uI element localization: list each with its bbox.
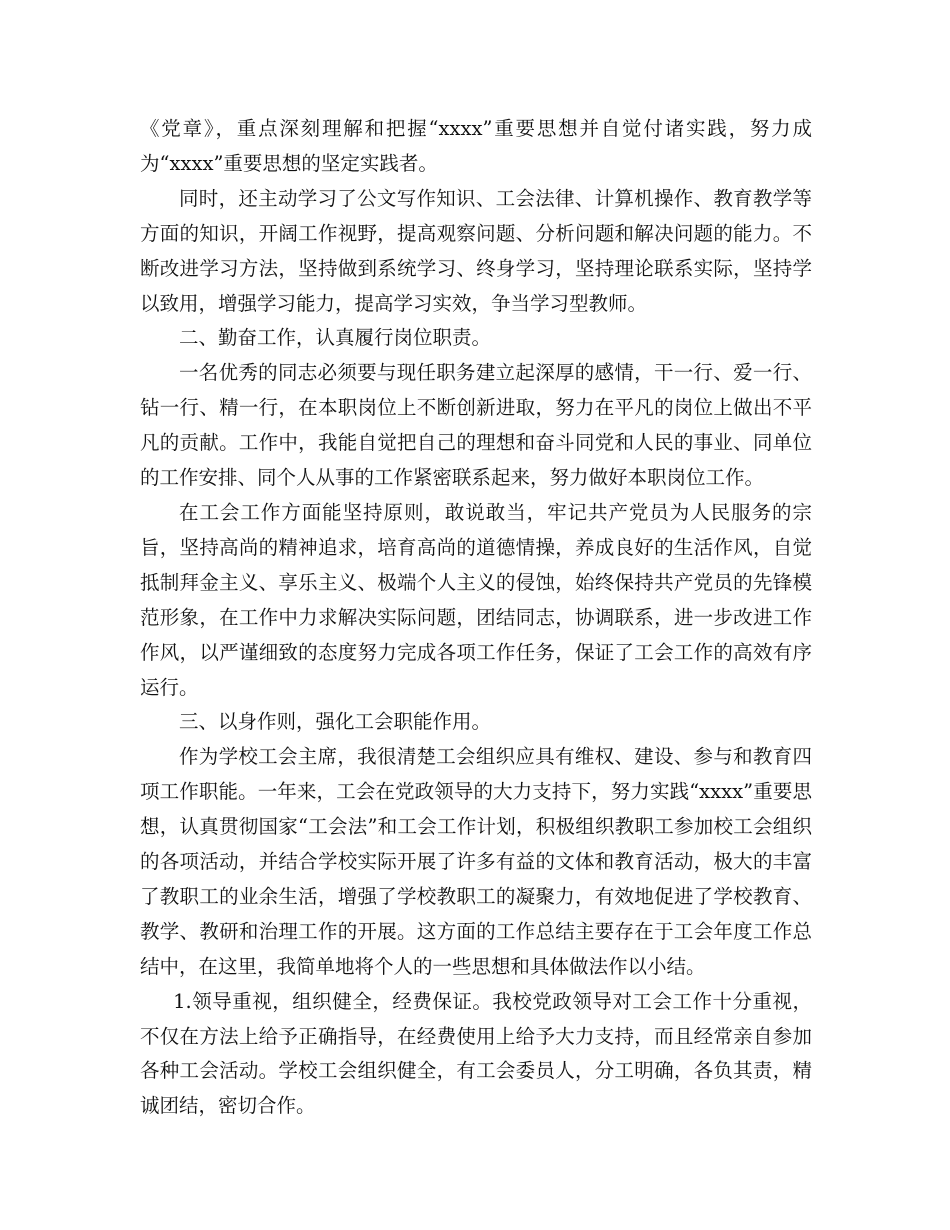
paragraph-union-work: 在工会工作方面能坚持原则，敢说敢当，牢记共产党员为人民服务的宗旨，坚持高尚的精神追求，培育高尚的道德情操，养成良好的生活作风，自觉抵制拜金主义、享乐主义、极端个人主义的侵蚀，始终保持共产党员的先锋模范形象，在工作中力求解决实际问题，团结同志，协调联系，进一步改进工作作风，以严谨细致的态度努力完成各项工作任务，保证了工会工作的高效有序运行。 [140,500,812,699]
paragraph-item-1: 1.领导重视，组织健全，经费保证。我校党政领导对工会工作十分重视，不仅在方法上给予正确指导，在经费使用上给予大力支持，而且经常亲自参加各种工会活动。学校工会组织健全，有工会委员人，分工明确，各负其责，精诚团结，密切合作。 [140,989,812,1118]
section-heading-3: 三、以身作则，强化工会职能作用。 [179,710,492,734]
document-body [140,112,812,1124]
paragraph-union-chair: 作为学校工会主席，我很清楚工会组织应具有维权、建设、参与和教育四项工作职能。一年来，工会在党政领导的大力支持下，努力实践“xxxx”重要思想，认真贯彻国家“工会法”和工会工作计划，积极组织教职工参加校工会组织的各项活动，并结合学校实际开展了许多有益的文体和教育活动，极大的丰富了教职工的业余生活，增强了学校教职工的凝聚力，有效地促进了学校教育、教学、教研和治理工作的开展。这方面的工作总结主要存在于工会年度工作总结中，在这里，我简单地将个人的一些思想和具体做法作以小结。 [140,745,812,978]
section-heading-2: 二、勤奋工作，认真履行岗位职责。 [179,326,492,350]
paragraph-duty: 一名优秀的同志必须要与现任职务建立起深厚的感情，干一行、爱一行、钻一行、精一行，在本职岗位上不断创新进取，努力在平凡的岗位上做出不平凡的贡献。工作中，我能自觉把自己的理想和奋斗同党和人民的事业、同单位的工作安排、同个人从事的工作紧密联系起来，努力做好本职岗位工作。 [140,361,812,490]
paragraph-continuation: 《党章》，重点深刻理解和把握“xxxx”重要思想并自觉付诸实践，努力成为“xxxx”重要思想的坚定实践者。 [140,117,812,175]
paragraph-study: 同时，还主动学习了公文写作知识、工会法律、计算机操作、教育教学等方面的知识，开阔工作视野，提高观察问题、分析问题和解决问题的能力。不断改进学习方法，坚持做到系统学习、终身学习，坚持理论联系实际，坚持学以致用，增强学习能力，提高学习实效，争当学习型教师。 [140,186,812,315]
